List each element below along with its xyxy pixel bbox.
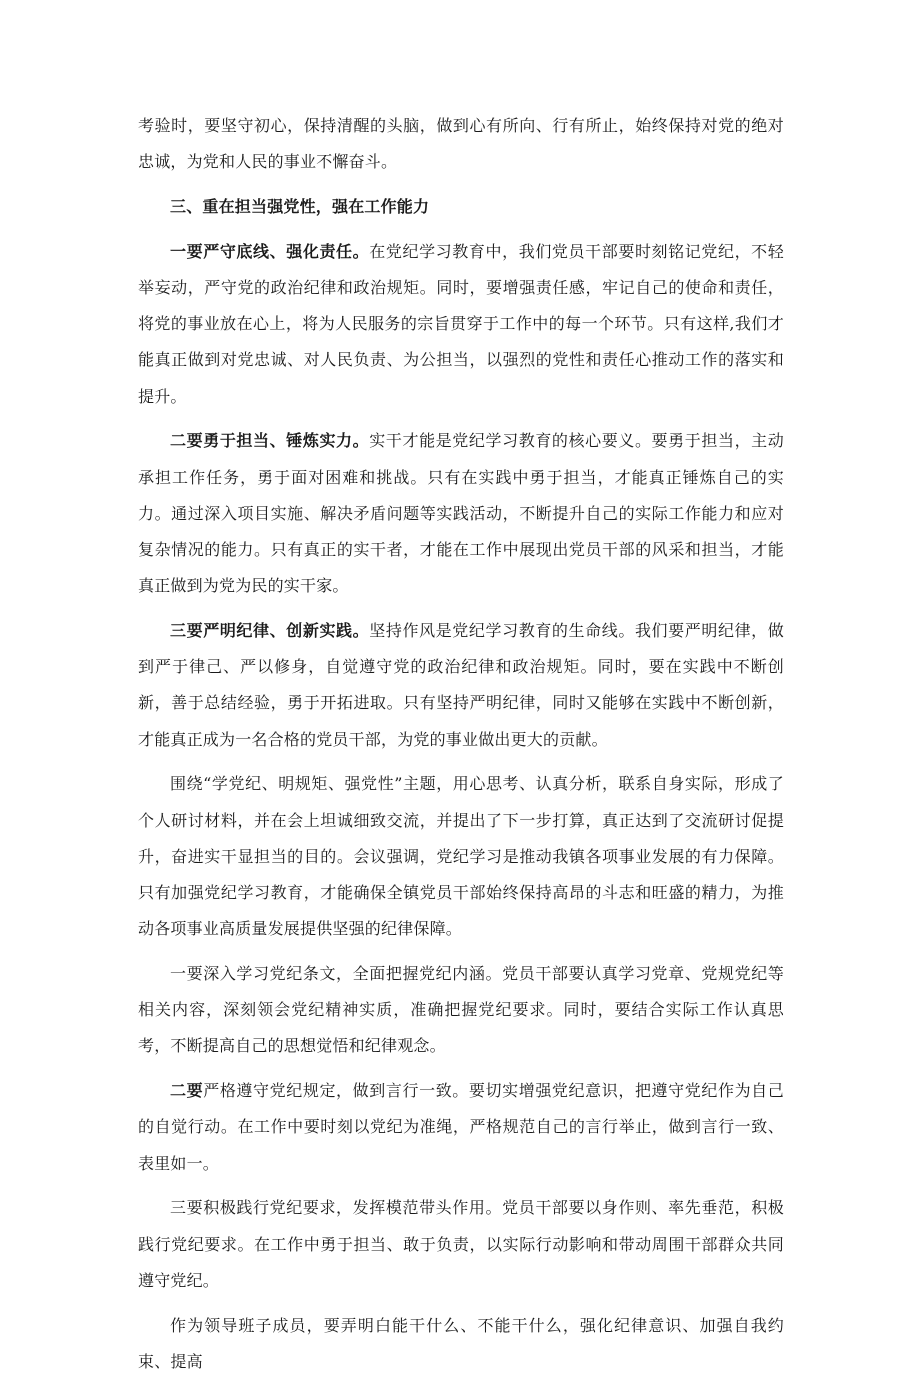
paragraph-lead: 一要严守底线、强化责任。 [170, 241, 370, 261]
paragraph-continuation [138, 108, 784, 180]
paragraph-lead: 三要严明纪律、创新实践。 [170, 621, 370, 641]
paragraph-point-1 [138, 234, 784, 415]
paragraph-summary [138, 766, 784, 947]
paragraph-requirement-1 [138, 956, 784, 1065]
paragraph-point-2 [138, 423, 784, 604]
paragraph-text: 考验时，要坚守初心，保持清醒的头脑，做到心有所向、行有所止，始终保持对党的绝对忠诚，为党和人民的事业不懈奋斗。 [138, 116, 784, 172]
paragraph-text: 在党纪学习教育中，我们党员干部要时刻铭记党纪，不轻举妄动，严守党的政治纪律和政治规矩。同时，要增强责任感，牢记自己的使命和责任，将党的事业放在心上，将为人民服务的宗旨贯穿于工作中的每一个环节。只有这样,我们才能真正做到对党忠诚、对人民负责、为公担当，以强烈的党性和责任心推动工作的落实和提升。 [138, 241, 784, 406]
paragraph-lead: 二要勇于担当、锤炼实力。 [170, 431, 370, 451]
section-heading-text: 三、重在担当强党性，强在工作能力 [170, 197, 430, 216]
paragraph-text: 一要深入学习党纪条文，全面把握党纪内涵。党员干部要认真学习党章、党规党纪等相关内容，深刻领会党纪精神实质，准确把握党纪要求。同时，要结合实际工作认真思考，不断提高自己的思想觉悟和纪律观念。 [138, 964, 784, 1056]
paragraph-text: 严格遵守党纪规定，做到言行一致。要切实增强党纪意识，把遵守党纪作为自己的自觉行动。在工作中要时刻以党纪为准绳，严格规范自己的言行举止，做到言行一致、表里如一。 [138, 1081, 784, 1173]
paragraph-text: 三要积极践行党纪要求，发挥模范带头作用。党员干部要以身作则、率先垂范，积极践行党纪要求。在工作中勇于担当、敢于负责，以实际行动影响和带动周围干部群众共同遵守党纪。 [138, 1198, 784, 1290]
paragraph-requirement-2 [138, 1073, 784, 1182]
paragraph-requirement-3 [138, 1190, 784, 1299]
paragraph-point-3 [138, 613, 784, 758]
paragraph-text: 实干才能是党纪学习教育的核心要义。要勇于担当，主动承担工作任务，勇于面对困难和挑战。只有在实践中勇于担当，才能真正锤炼自己的实力。通过深入项目实施、解决矛盾问题等实践活动，不断提升自己的实际工作能力和应对复杂情况的能力。只有真正的实干者，才能在工作中展现出党员干部的风采和担当，才能真正做到为党为民的实干家。 [138, 431, 784, 596]
section-heading [138, 189, 784, 225]
document-body [138, 108, 784, 1389]
paragraph-text: 围绕“学党纪、明规矩、强党性”主题，用心思考、认真分析，联系自身实际，形成了个人研讨材料，并在会上坦诚细致交流，并提出了下一步打算，真正达到了交流研讨促提升，奋进实干显担当的目的。会议强调，党纪学习是推动我镇各项事业发展的有力保障。只有加强党纪学习教育，才能确保全镇党员干部始终保持高昂的斗志和旺盛的精力，为推动各项事业高质量发展提供坚强的纪律保障。 [138, 774, 784, 939]
paragraph-text: 坚持作风是党纪学习教育的生命线。我们要严明纪律，做到严于律己、严以修身，自觉遵守党的政治纪律和政治规矩。同时，要在实践中不断创新，善于总结经验，勇于开拓进取。只有坚持严明纪律，同时又能够在实践中不断创新，才能真正成为一名合格的党员干部，为党的事业做出更大的贡献。 [138, 621, 784, 749]
paragraph-text: 作为领导班子成员，要弄明白能干什么、不能干什么，强化纪律意识、加强自我约束、提高 [138, 1315, 784, 1371]
paragraph-lead: 二要 [170, 1081, 204, 1101]
paragraph-leadership [138, 1308, 784, 1380]
